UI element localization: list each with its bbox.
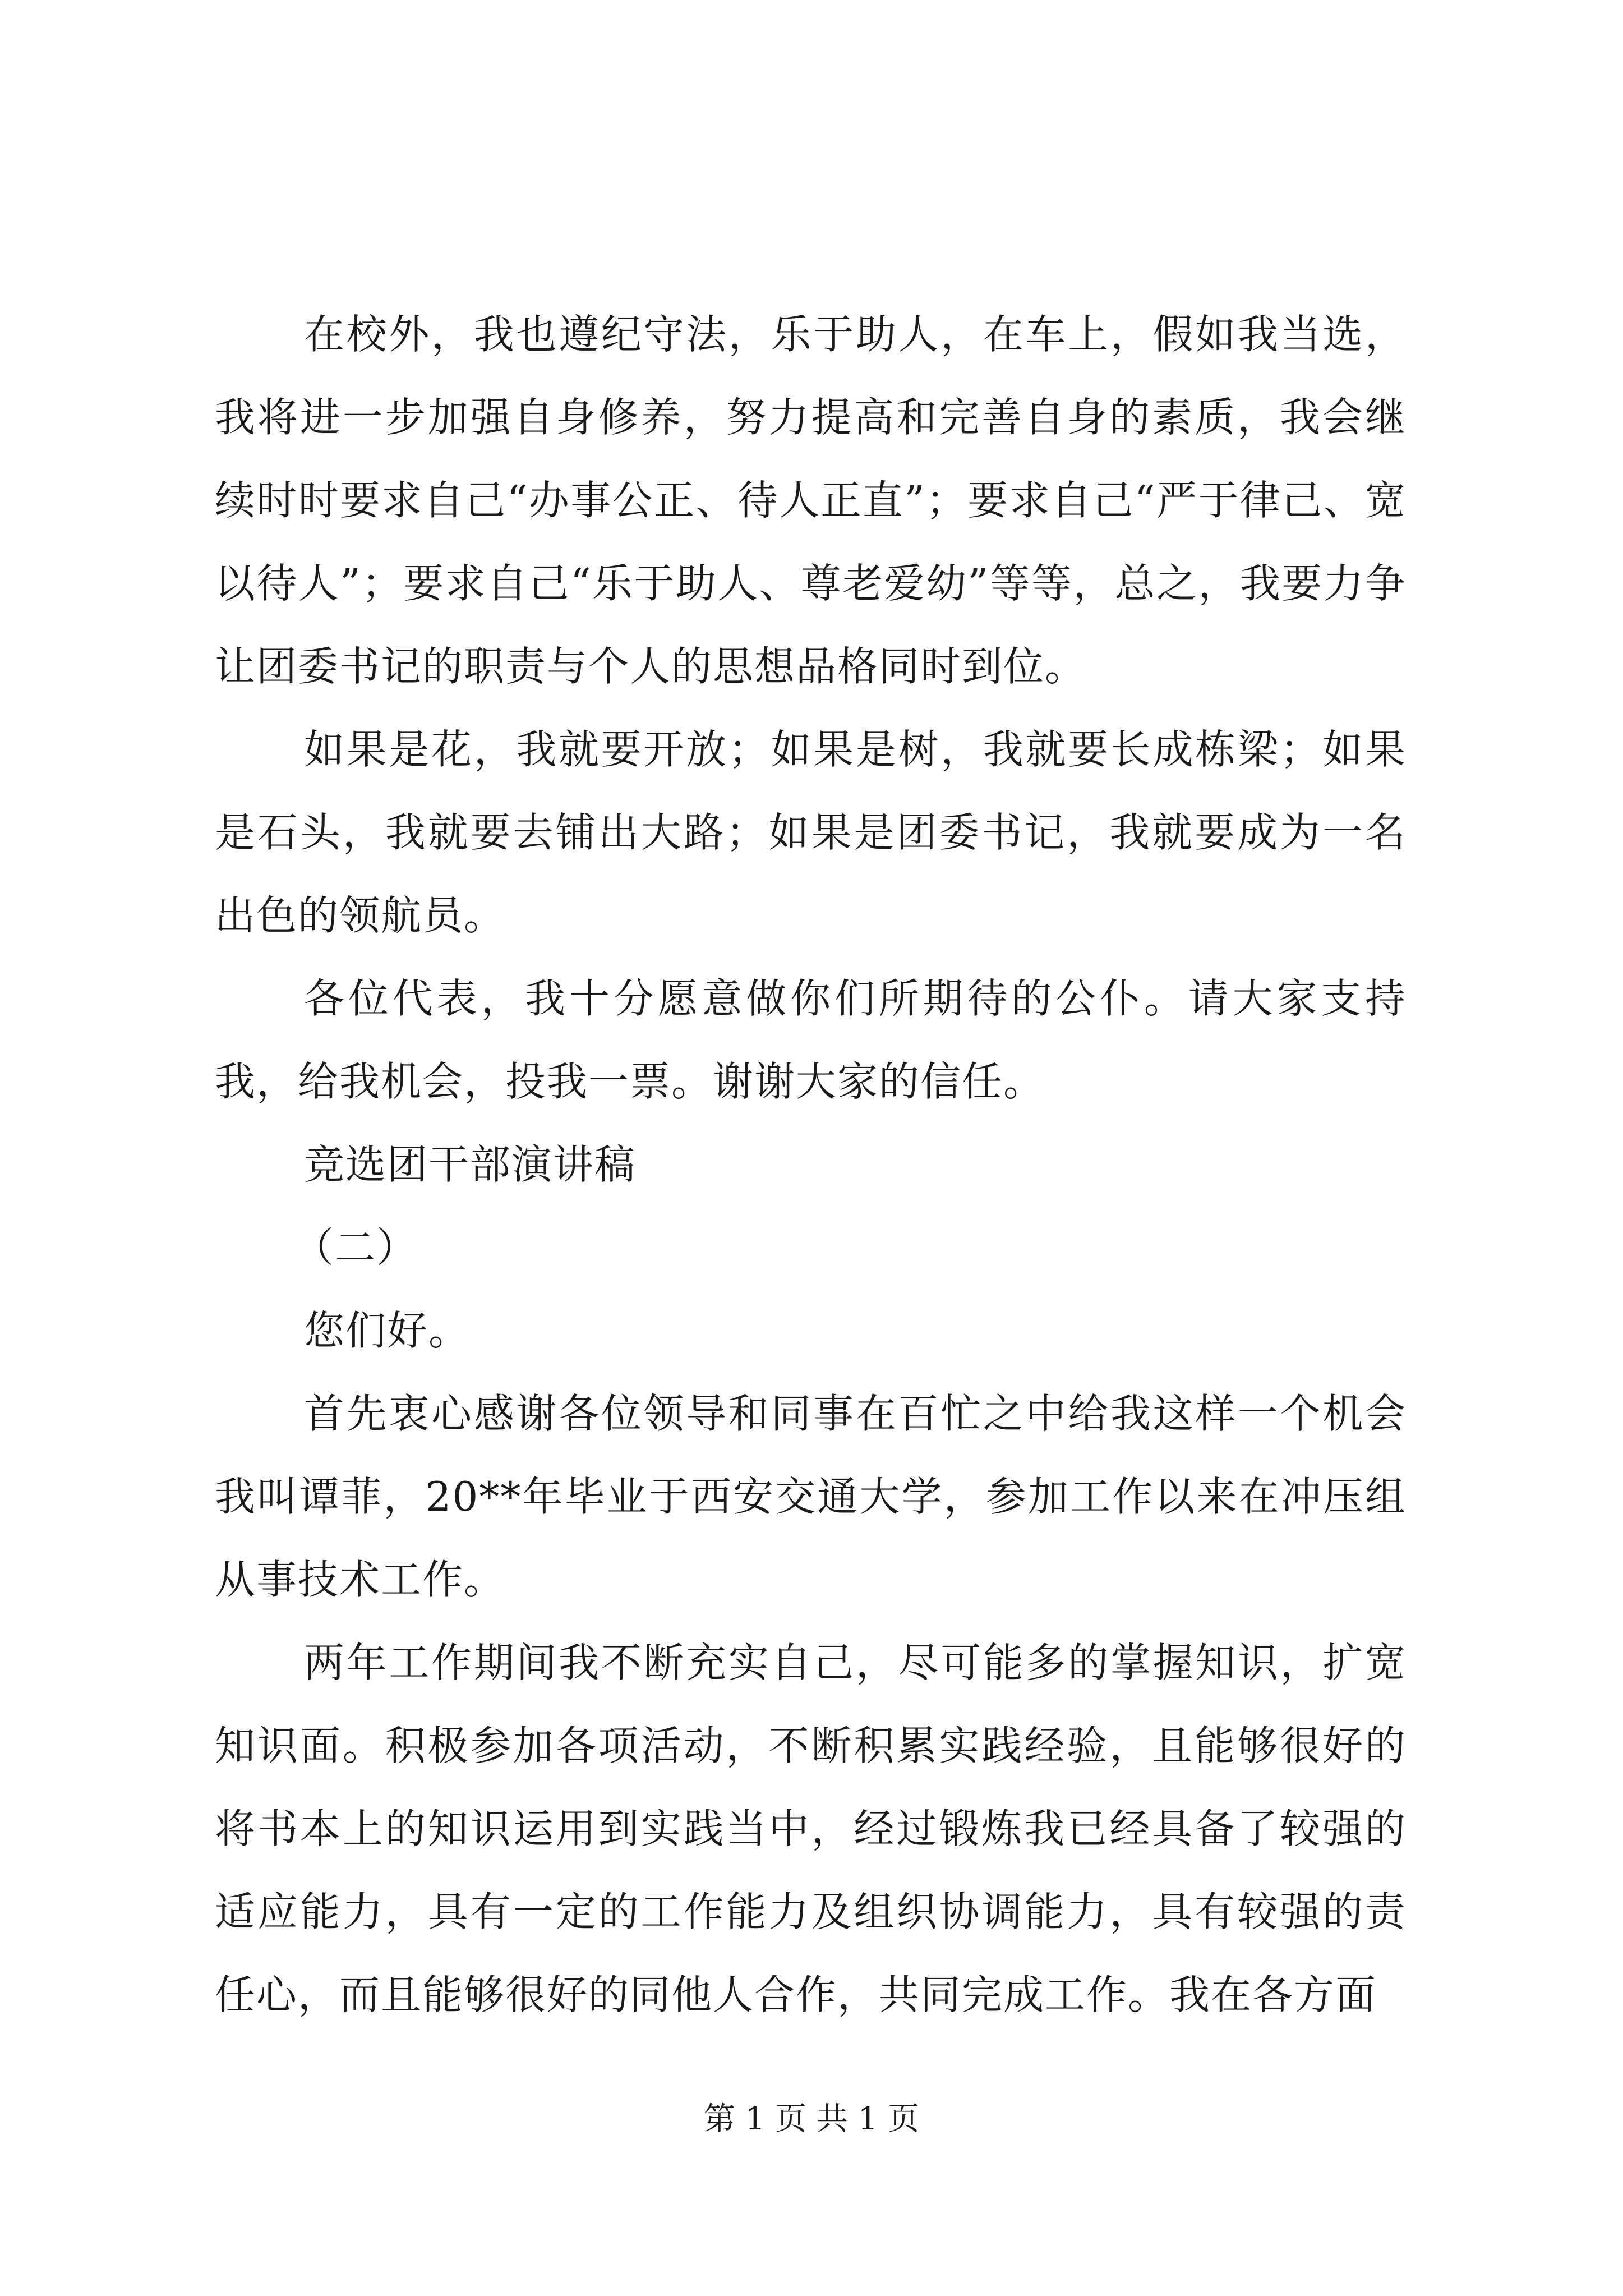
section-number: （二） — [293, 1224, 418, 1271]
paragraph-work-experience: 两年工作期间我不断充实自己，尽可能多的掌握知识，扩宽知识面。积极参加各项活动，不断积累实践经验，且能够很好的将书本上的知识运用到实践当中，经过锻炼我已经具备了较强的适应能力，具有一定的工作能力及组织协调能力，具有较强的责任心，而且能够很好的同他人合作，共同完成工作。我在各方面 — [215, 1639, 1407, 2018]
paragraph-metaphor: 如果是花，我就要开放；如果是树，我就要长成栋梁；如果是石头，我就要去铺出大路；如果是团委书记，我就要成为一名出色的领航员。 — [215, 726, 1407, 939]
paragraph-introduction: 首先衷心感谢各位领导和同事在百忙之中给我这样一个机会我叫谭菲，20**年毕业于西安交通大学，参加工作以来在冲压组从事技术工作。 — [215, 1390, 1407, 1603]
page-footer: 第 1 页 共 1 页 — [703, 2101, 920, 2137]
section-title: 竞选团干部演讲稿 — [304, 1141, 637, 1188]
greeting: 您们好。 — [304, 1307, 471, 1354]
paragraph-conduct-outside-school: 在校外，我也遵纪守法，乐于助人，在车上，假如我当选，我将进一步加强自身修养，努力提高和完善自身的素质，我会继续时时要求自己“办事公正、待人正直”；要求自己“严于律己、宽以待人”；要求自己“乐于助人、尊老爱幼”等等，总之，我要力争让团委书记的职责与个人的思想品格同时到位。 — [215, 311, 1407, 690]
paragraph-appeal-for-votes: 各位代表，我十分愿意做你们所期待的公仆。请大家支持我，给我机会，投我一票。谢谢大家的信任。 — [215, 975, 1407, 1105]
document-body — [215, 293, 1407, 2036]
